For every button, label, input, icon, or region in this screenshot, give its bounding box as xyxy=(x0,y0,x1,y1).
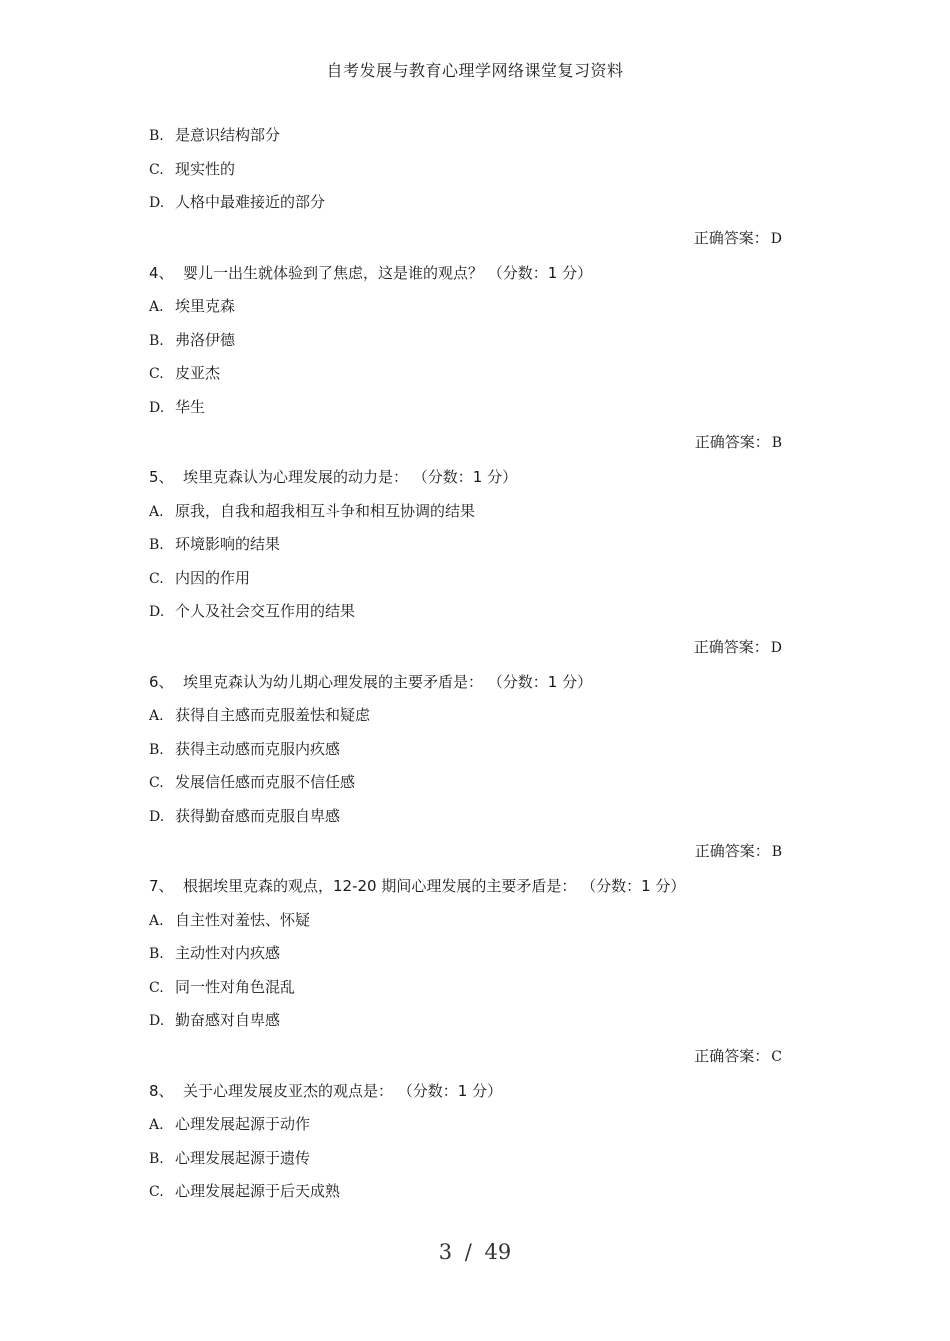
question-6 xyxy=(149,666,782,871)
option-letter: B. xyxy=(149,537,164,553)
question-text: 埃里克森认为幼儿期心理发展的主要矛盾是： （分数：1 分） xyxy=(183,672,593,691)
option-line xyxy=(149,971,782,1005)
option-letter: D. xyxy=(149,399,165,416)
option-text: 是意识结构部分 xyxy=(175,126,281,144)
correct-answer xyxy=(149,833,782,870)
option-text: 勤奋感对自卑感 xyxy=(175,1011,281,1029)
option-line xyxy=(149,528,782,562)
option-text: 同一性对角色混乱 xyxy=(175,977,296,996)
option-line xyxy=(149,595,782,629)
answer-value: D xyxy=(770,639,782,656)
option-text: 埃里克森 xyxy=(175,297,236,315)
option-text: 华生 xyxy=(175,397,206,416)
option-letter: D. xyxy=(149,604,165,620)
question-4 xyxy=(149,257,782,462)
option-text: 心理发展起源于遗传 xyxy=(175,1148,311,1167)
option-line xyxy=(149,391,782,425)
option-text: 人格中最难接近的部分 xyxy=(175,193,326,211)
question-text: 关于心理发展皮亚杰的观点是： （分数：1 分） xyxy=(183,1081,503,1100)
question-number: 8、 xyxy=(149,1081,174,1100)
option-text: 自主性对羞怯、怀疑 xyxy=(175,910,311,929)
option-letter: C. xyxy=(149,1184,164,1200)
option-line xyxy=(149,153,782,187)
option-letter: B. xyxy=(149,946,164,962)
question-number: 5、 xyxy=(149,468,174,486)
current-page: 3 xyxy=(438,1240,453,1264)
option-line xyxy=(149,1108,782,1142)
question-number: 6、 xyxy=(149,672,174,691)
option-line xyxy=(149,1175,782,1209)
total-pages: 49 xyxy=(484,1240,512,1264)
option-letter: D. xyxy=(149,808,165,825)
page-number xyxy=(0,1240,950,1264)
option-line xyxy=(149,1004,782,1038)
option-text: 获得主动感而克服内疚感 xyxy=(175,739,341,758)
answer-value: B xyxy=(771,844,782,860)
option-line xyxy=(149,290,782,324)
answer-value: B xyxy=(771,435,782,451)
option-letter: D. xyxy=(149,195,165,211)
option-letter: C. xyxy=(149,366,164,382)
option-line xyxy=(149,937,782,971)
option-line xyxy=(149,119,782,153)
option-text: 皮亚杰 xyxy=(175,364,221,382)
option-letter: C. xyxy=(149,570,164,587)
option-text: 主动性对内疚感 xyxy=(175,944,281,962)
option-line xyxy=(149,1142,782,1176)
answer-label: 正确答案： xyxy=(693,228,769,247)
question-stem xyxy=(149,666,782,700)
question-8 xyxy=(149,1075,782,1209)
option-text: 原我，自我和超我相互斗争和相互协调的结果 xyxy=(175,501,476,520)
option-line xyxy=(149,324,782,358)
question-stem xyxy=(149,257,782,291)
option-letter: C. xyxy=(149,979,164,996)
option-text: 心理发展起源于后天成熟 xyxy=(175,1182,341,1200)
question-text: 婴儿一出生就体验到了焦虑，这是谁的观点？ （分数：1 分） xyxy=(183,263,593,282)
option-line xyxy=(149,495,782,529)
option-line xyxy=(149,186,782,220)
question-stem xyxy=(149,870,782,904)
answer-label: 正确答案： xyxy=(694,433,770,451)
question-number: 7、 xyxy=(149,877,174,895)
option-letter: A. xyxy=(149,299,164,315)
question-7 xyxy=(149,870,782,1075)
option-text: 获得自主感而克服羞怯和疑虑 xyxy=(175,706,371,724)
option-line xyxy=(149,733,782,767)
option-text: 获得勤奋感而克服自卑感 xyxy=(175,806,341,825)
option-text: 弗洛伊德 xyxy=(175,330,236,349)
answer-value: D xyxy=(770,230,782,247)
option-text: 环境影响的结果 xyxy=(175,535,281,553)
option-line xyxy=(149,699,782,733)
page-separator: / xyxy=(464,1240,472,1264)
question-5 xyxy=(149,461,782,666)
option-text: 现实性的 xyxy=(175,159,236,178)
option-line xyxy=(149,800,782,834)
option-line xyxy=(149,357,782,391)
option-line xyxy=(149,562,782,596)
question-stem xyxy=(149,1075,782,1109)
option-letter: C. xyxy=(149,775,164,791)
correct-answer xyxy=(149,629,782,666)
option-line xyxy=(149,766,782,800)
correct-answer xyxy=(149,1038,782,1075)
page-header-title: 自考发展与教育心理学网络课堂复习资料 xyxy=(326,61,624,80)
question-text: 根据埃里克森的观点，12-20 期间心理发展的主要矛盾是： （分数：1 分） xyxy=(183,877,686,895)
question-stem xyxy=(149,461,782,495)
option-letter: B. xyxy=(149,741,164,758)
option-text: 个人及社会交互作用的结果 xyxy=(175,602,356,620)
correct-answer xyxy=(149,424,782,461)
option-letter: C. xyxy=(149,161,164,178)
option-line xyxy=(149,904,782,938)
answer-label: 正确答案： xyxy=(694,842,770,860)
option-text: 发展信任感而克服不信任感 xyxy=(175,773,356,791)
continued-question xyxy=(149,119,782,257)
option-letter: D. xyxy=(149,1013,165,1029)
option-letter: A. xyxy=(149,503,164,520)
answer-label: 正确答案： xyxy=(693,637,769,656)
answer-value: C xyxy=(771,1048,782,1065)
option-letter: B. xyxy=(149,1150,164,1167)
option-text: 心理发展起源于动作 xyxy=(175,1115,311,1133)
question-text: 埃里克森认为心理发展的动力是： （分数：1 分） xyxy=(183,468,518,486)
document-body xyxy=(149,119,782,1209)
option-letter: B. xyxy=(149,332,164,349)
option-letter: B. xyxy=(149,128,164,144)
answer-label: 正确答案： xyxy=(694,1046,770,1065)
option-letter: A. xyxy=(149,1117,164,1133)
option-letter: A. xyxy=(149,708,164,724)
option-letter: A. xyxy=(149,912,164,929)
question-number: 4、 xyxy=(149,263,174,282)
correct-answer xyxy=(149,220,782,257)
option-text: 内因的作用 xyxy=(175,568,251,587)
